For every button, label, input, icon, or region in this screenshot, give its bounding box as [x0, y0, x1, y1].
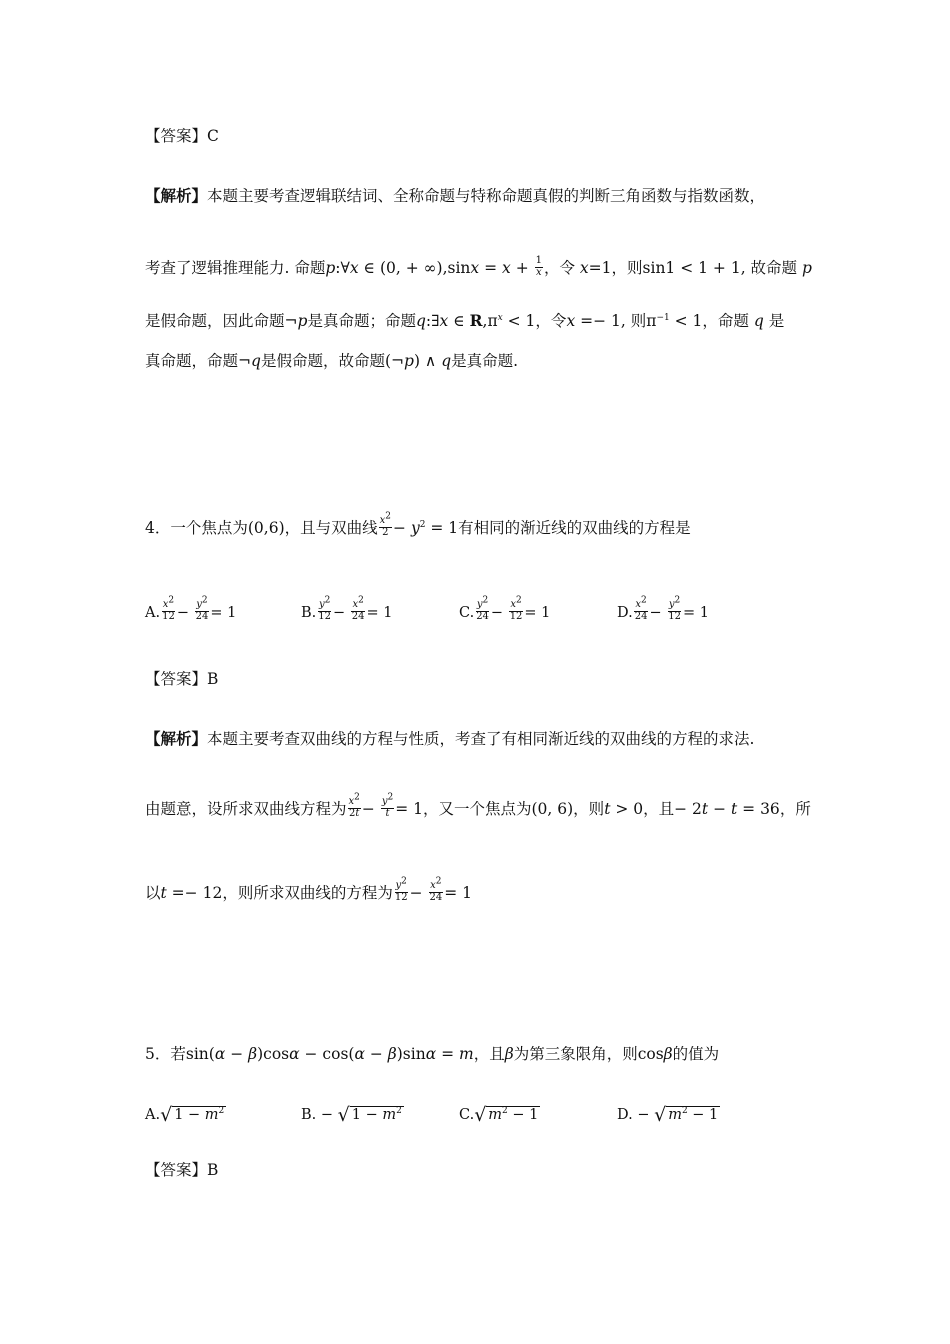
- analysis-text: ，则所求双曲线的方程为: [222, 884, 393, 902]
- analysis-q3-line4: 真命题，命题¬q是假命题，故命题(¬p) ∧ q是真命题.: [145, 352, 519, 370]
- q4-option-a[interactable]: A. $\frac{x^2}{12}$ − $\frac{y^2}{24}$ = 1: [145, 595, 237, 622]
- option-label: B.: [301, 605, 317, 621]
- q4-option-b[interactable]: B. $\frac{y^2}{12}$ − $\frac{x^2}{24}$ = 1: [301, 595, 393, 622]
- option-label: D.: [617, 605, 633, 621]
- analysis-text: 是假命题，因此命题: [145, 312, 285, 330]
- analysis-text: ，且: [643, 800, 675, 818]
- analysis-label: 【解析】: [145, 729, 208, 748]
- analysis-text: 是真命题；命题: [307, 312, 416, 330]
- question-text: 4．一个焦点为: [145, 519, 248, 537]
- q5-option-a[interactable]: A.√ $1 - m^2$: [145, 1104, 225, 1126]
- option-label: D.: [617, 1107, 633, 1123]
- option-label: C.: [459, 605, 475, 621]
- question-text: 为第三象限角，则: [513, 1045, 638, 1063]
- question-4-stem: 4．一个焦点为(0,6)，且与双曲线 $\frac{x^2}{2}$ − $y^2 = 1$有相同的渐近线的双曲线的方程是: [145, 511, 691, 538]
- question-text: (0,6): [247, 519, 285, 537]
- analysis-text: ，令: [543, 259, 580, 277]
- option-label: A.: [145, 1107, 161, 1123]
- analysis-text: 真命题，命题: [145, 352, 239, 370]
- analysis-label: 【解析】: [145, 186, 208, 205]
- analysis-q4-line1: [145, 731, 754, 748]
- answer-label: 【答案】: [145, 670, 208, 688]
- analysis-text: 本题主要考查双曲线的方程与性质，考查了有相同渐近线的双曲线的方程的求法.: [207, 730, 755, 748]
- analysis-q4-line3: 以t =− 12，则所求双曲线的方程为 $\frac{y^2}{12}$ − $\frac{x^2}{24}$ = 1: [145, 876, 472, 903]
- option-label: A.: [145, 605, 161, 621]
- analysis-text: 是: [763, 312, 785, 330]
- analysis-text: =1，则: [588, 259, 643, 277]
- answer-value: C: [207, 127, 219, 145]
- question-text: 5．若: [145, 1045, 186, 1063]
- answer-line-q5: [145, 1163, 218, 1179]
- question-text: ，且: [473, 1045, 505, 1063]
- analysis-text: ，命题: [702, 312, 754, 330]
- analysis-text: 是假命题，故命题: [260, 352, 385, 370]
- analysis-q3-line1: [145, 188, 765, 205]
- answer-line-q3: [145, 129, 219, 145]
- q4-option-c[interactable]: C. $\frac{y^2}{24}$ − $\frac{x^2}{12}$ = 1: [459, 595, 551, 622]
- q5-option-d[interactable]: D. − √ $m^2 - 1$: [617, 1104, 719, 1126]
- answer-value: B: [207, 670, 219, 688]
- analysis-text: 本题主要考查逻辑联结词、全称命题与特称命题真假的判断三角函数与指数函数，: [207, 187, 766, 205]
- analysis-text: 由题意，设所求双曲线方程为: [145, 800, 347, 818]
- option-label: B.: [301, 1107, 317, 1123]
- analysis-q4-line2: 由题意，设所求双曲线方程为 $\frac{x^2}{2t}$ − $\frac{y^2}{t}$ = 1，又一个焦点为(0, 6)，则t > 0，且− 2t − t = 36，所: [145, 792, 811, 819]
- answer-label: 【答案】: [145, 1161, 208, 1179]
- answer-label: 【答案】: [145, 127, 208, 145]
- q4-option-d[interactable]: D. $\frac{x^2}{24}$ − $\frac{y^2}{12}$ = 1: [617, 595, 709, 622]
- analysis-text: (0, 6): [531, 800, 574, 818]
- question-text: ，且与双曲线: [284, 519, 378, 537]
- option-label: C.: [459, 1107, 475, 1123]
- analysis-text: , 故命题: [740, 259, 802, 277]
- question-text: 有相同的渐近线的双曲线的方程是: [458, 519, 691, 537]
- analysis-text: ，令: [535, 312, 567, 330]
- analysis-q3-line2: 考查了逻辑推理能力. 命题p:∀x ∈ (0, + ∞),sinx = x + $\frac{1}{x}$ ，令 x=1，则sin1 < 1 + 1, 故命题 p: [145, 255, 812, 278]
- q5-option-c[interactable]: C.√ $m^2 - 1$: [459, 1104, 539, 1126]
- q5-option-b[interactable]: B. − √ $1 - m^2$: [301, 1104, 402, 1126]
- analysis-text: 以: [145, 884, 161, 902]
- analysis-text: ，所: [779, 800, 811, 818]
- question-5-stem: 5．若sin(α − β)cosα − cos(α − β)sinα = m，且β为第三象限角，则cosβ的值为: [145, 1045, 720, 1063]
- answer-line-q4: [145, 672, 218, 688]
- analysis-q3-line3: 是假命题，因此命题¬p是真命题；命题q:∃x ∈ $R,\pi^x < 1$，令x =− 1, 则$\pi^{-1} < 1$，命题 q 是: [145, 311, 785, 330]
- analysis-text: ，则: [573, 800, 605, 818]
- analysis-text: 考查了逻辑推理能力. 命题: [145, 259, 326, 277]
- answer-value: B: [207, 1161, 219, 1179]
- question-text: 的值为: [672, 1045, 720, 1063]
- analysis-text: ，又一个焦点为: [422, 800, 532, 818]
- analysis-text: 是真命题.: [451, 352, 519, 370]
- analysis-text: , 则: [620, 312, 647, 330]
